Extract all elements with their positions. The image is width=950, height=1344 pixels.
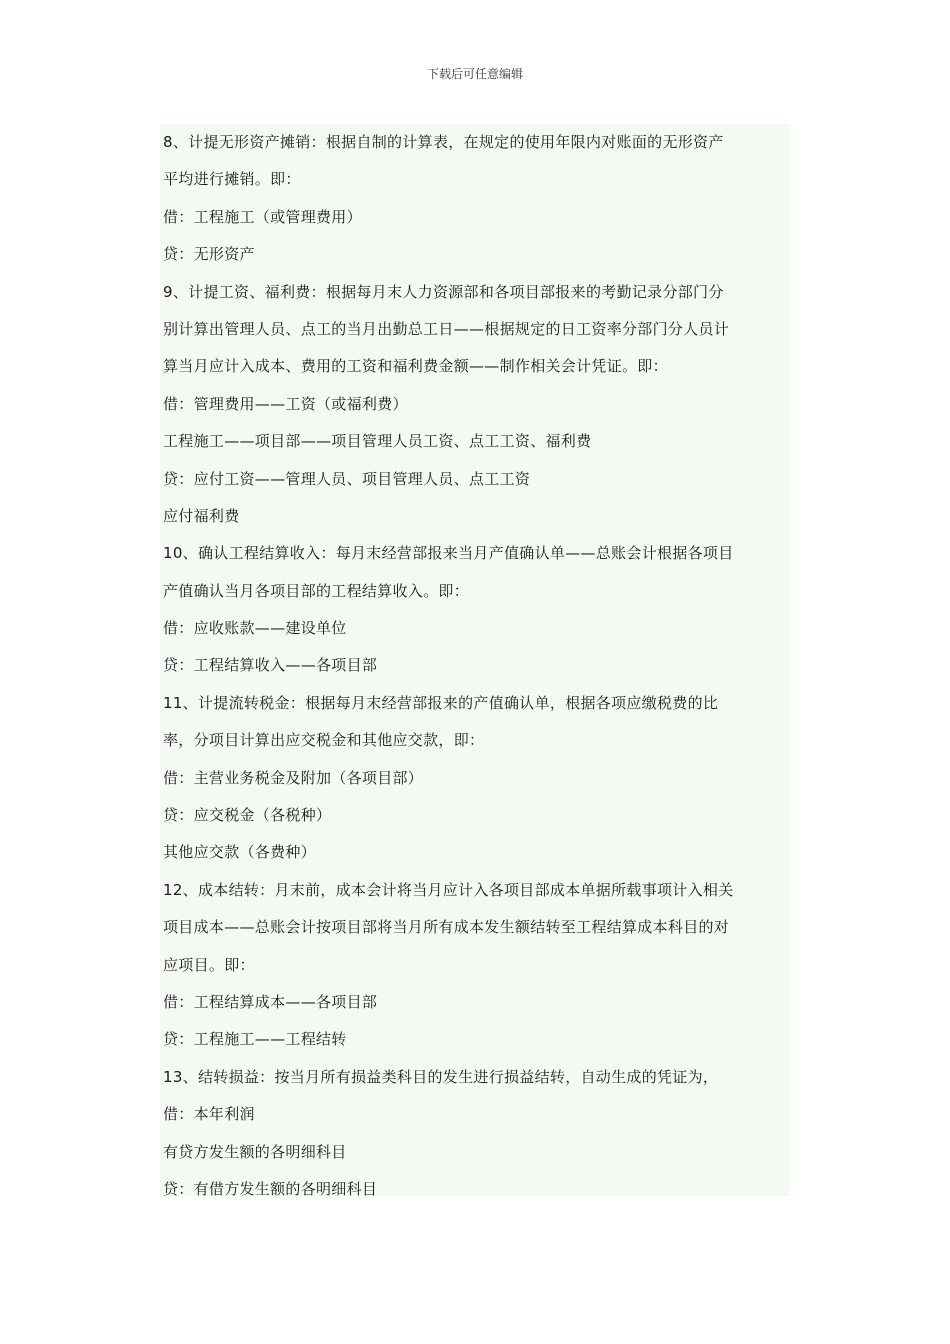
text-line: 10、确认工程结算收入：每月末经营部报来当月产值确认单——总账会计根据各项目	[163, 544, 734, 563]
text-line: 贷：无形资产	[163, 245, 255, 264]
text-line: 9、计提工资、福利费：根据每月末人力资源部和各项目部报来的考勤记录分部门分	[163, 282, 724, 301]
document-body	[160, 124, 790, 1196]
text-line: 借：管理费用——工资（或福利费）	[163, 394, 408, 413]
text-line: 13、结转损益：按当月所有损益类科目的发生进行损益结转，自动生成的凭证为，	[163, 1067, 719, 1086]
text-line: 贷：应交税金（各税种）	[163, 806, 332, 825]
text-line: 贷：有借方发生额的各明细科目	[163, 1179, 378, 1198]
text-line: 项目成本——总账会计按项目部将当月所有成本发生额结转至工程结算成本科目的对	[163, 918, 730, 937]
text-line: 其他应交款（各费种）	[163, 843, 317, 862]
text-line: 算当月应计入成本、费用的工资和福利费金额——制作相关会计凭证。即：	[163, 357, 668, 376]
text-line: 借：应收账款——建设单位	[163, 619, 347, 638]
text-line: 平均进行摊销。即：	[163, 170, 301, 189]
page-header: 下载后可任意编辑	[426, 67, 523, 81]
text-line: 借：工程结算成本——各项目部	[163, 992, 378, 1011]
text-line: 借：工程施工（或管理费用）	[163, 207, 362, 226]
text-line: 借：本年利润	[163, 1105, 255, 1124]
text-line: 应项目。即：	[163, 955, 255, 974]
text-line: 产值确认当月各项目部的工程结算收入。即：	[163, 581, 470, 600]
text-line: 贷：工程结算收入——各项目部	[163, 656, 378, 675]
text-line: 有贷方发生额的各明细科目	[163, 1142, 347, 1161]
text-line: 11、计提流转税金：根据每月末经营部报来的产值确认单，根据各项应缴税费的比	[163, 693, 719, 712]
text-line: 借：主营业务税金及附加（各项目部）	[163, 768, 424, 787]
text-line: 应付福利费	[163, 506, 240, 525]
text-line: 别计算出管理人员、点工的当月出勤总工日——根据规定的日工资率分部门分人员计	[163, 319, 730, 338]
text-line: 12、成本结转：月末前，成本会计将当月应计入各项目部成本单据所载事项计入相关	[163, 880, 734, 899]
text-line: 8、计提无形资产摊销：根据自制的计算表，在规定的使用年限内对账面的无形资产	[163, 133, 724, 151]
text-line: 贷：工程施工——工程结转	[163, 1030, 347, 1049]
text-line: 工程施工——项目部——项目管理人员工资、点工工资、福利费	[163, 432, 592, 451]
text-line: 贷：应付工资——管理人员、项目管理人员、点工工资	[163, 469, 531, 488]
text-line: 率，分项目计算出应交税金和其他应交款，即：	[163, 731, 485, 750]
